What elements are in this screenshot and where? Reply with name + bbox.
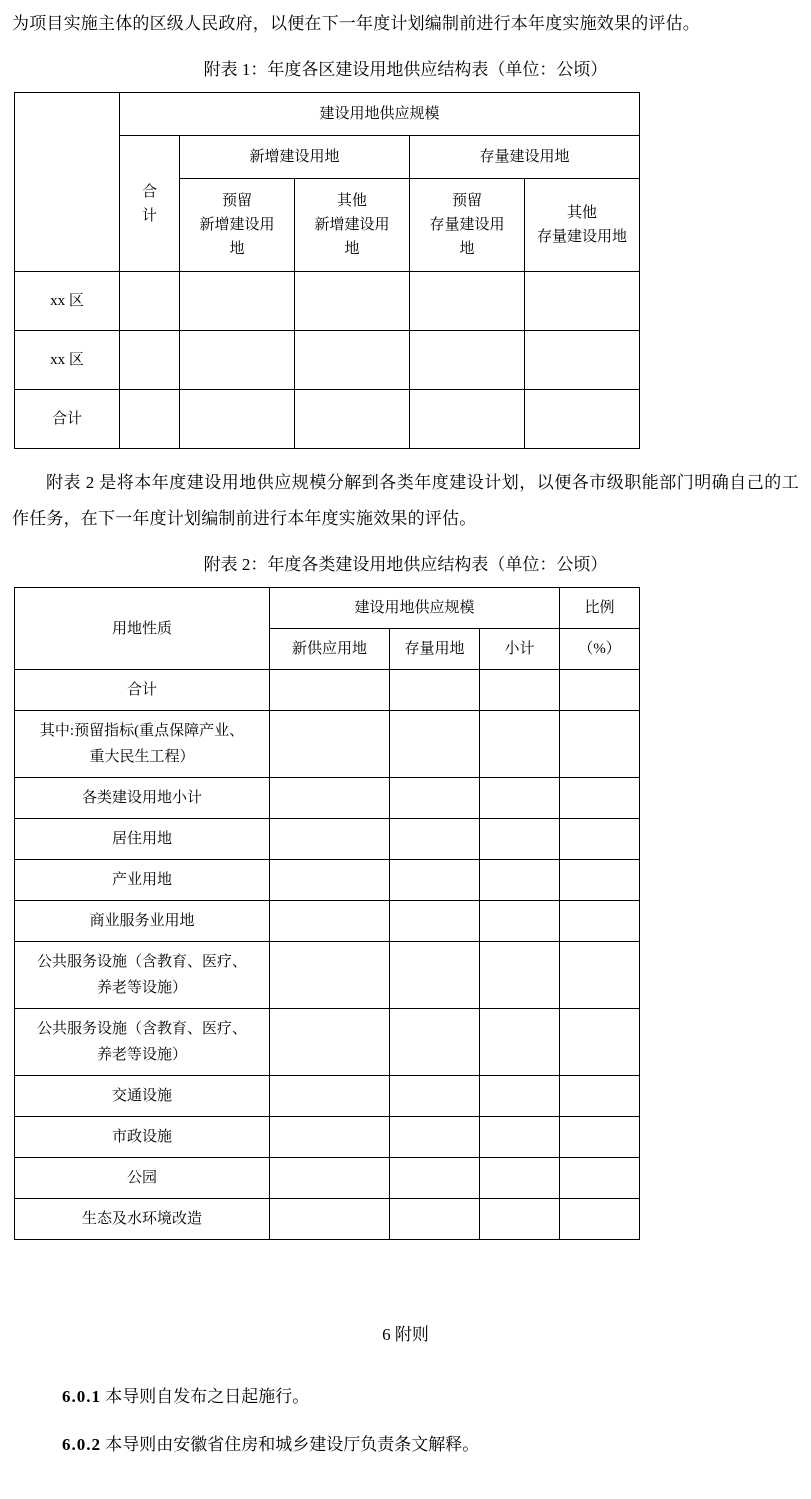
table1-cell <box>120 331 180 390</box>
table2-cell <box>390 711 480 778</box>
table2-cell <box>560 1117 640 1158</box>
table2-cell <box>560 711 640 778</box>
table2-cell <box>560 860 640 901</box>
table-row <box>15 93 640 136</box>
table2-cell <box>560 901 640 942</box>
table2-cell <box>390 1199 480 1240</box>
table2-cell <box>270 1117 390 1158</box>
sub-header-2-line1: 其他 <box>336 193 367 209</box>
table1-cell <box>410 331 525 390</box>
table2-row-label: 各类建设用地小计 <box>15 778 270 819</box>
intro-paragraph: 为项目实施主体的区级人民政府，以便在下一年度计划编制前进行本年度实施效果的评估。 <box>12 14 700 33</box>
table1-caption: 附表 1：年度各区建设用地供应结构表（单位：公顷） <box>203 60 608 79</box>
table-annex-2 <box>14 587 640 1240</box>
table2-row-label: 商业服务业用地 <box>15 901 270 942</box>
table2-col-ratio-line1: 比例 <box>560 588 640 629</box>
table1-cell <box>120 390 180 449</box>
sub-header-1-line1: 预留 <box>221 193 252 209</box>
table2-row-label <box>15 1009 270 1076</box>
table1-col-total <box>120 136 180 272</box>
table2-cell <box>480 1158 560 1199</box>
table2-cell <box>480 1199 560 1240</box>
table2-row-label: 产业用地 <box>15 860 270 901</box>
spacer <box>12 1350 799 1380</box>
table2-cell <box>480 670 560 711</box>
table2-col-nature: 用地性质 <box>15 588 270 670</box>
table-row <box>15 272 640 331</box>
table2-cell <box>560 778 640 819</box>
clause-602-number: 6.0.2 <box>62 1435 101 1454</box>
table1-cell <box>525 390 640 449</box>
table2-row-label-line2: 养老等设施） <box>96 980 187 996</box>
table1-cell <box>295 272 410 331</box>
table-row <box>15 1199 640 1240</box>
table2-cell <box>270 1076 390 1117</box>
table2-row-label: 合计 <box>15 670 270 711</box>
table-row <box>15 1076 640 1117</box>
table-row <box>15 331 640 390</box>
table1-sub-header-4 <box>525 179 640 272</box>
sub-header-1-line3: 地 <box>229 241 245 257</box>
sub-header-3-line1: 预留 <box>451 193 482 209</box>
table2-cell <box>270 942 390 1009</box>
clause-601-text: 本导则自发布之日起施行。 <box>105 1387 310 1406</box>
sub-header-1-line2: 新增建设用 <box>199 217 275 233</box>
table2-cell <box>390 670 480 711</box>
table2-cell <box>560 1009 640 1076</box>
sub-header-4-line2: 存量建设用地 <box>537 229 628 245</box>
table2-row-label-line1: 公共服务设施（含教育、医疗、 <box>36 1021 247 1037</box>
table2-row-label-line1: 其中:预留指标(重点保障产业、 <box>39 723 245 739</box>
table2-cell <box>270 711 390 778</box>
table2-cell <box>560 819 640 860</box>
table2-cell <box>390 942 480 1009</box>
table1-cell <box>410 390 525 449</box>
table2-sub-new: 新供应用地 <box>270 629 390 670</box>
table2-cell <box>480 1117 560 1158</box>
table2-row-label: 生态及水环境改造 <box>15 1199 270 1240</box>
clause-601-number: 6.0.1 <box>62 1387 101 1406</box>
table-row <box>15 1009 640 1076</box>
table2-cell <box>390 819 480 860</box>
table2-row-label: 市政设施 <box>15 1117 270 1158</box>
table1-group-stock: 存量建设用地 <box>410 136 640 179</box>
table2-cell <box>480 942 560 1009</box>
table-row <box>15 819 640 860</box>
table2-cell <box>480 860 560 901</box>
sub-header-2-line3: 地 <box>344 241 360 257</box>
table-row <box>15 778 640 819</box>
table2-cell <box>480 1009 560 1076</box>
spacer <box>12 1414 799 1428</box>
table2-col-group-scale: 建设用地供应规模 <box>270 588 560 629</box>
table-row <box>15 1117 640 1158</box>
table1-cell <box>525 331 640 390</box>
table1-row-label: xx 区 <box>15 331 120 390</box>
sub-header-3-line3: 地 <box>459 241 475 257</box>
table2-cell <box>560 1199 640 1240</box>
clause-602 <box>12 1428 799 1462</box>
table2-cell <box>480 819 560 860</box>
table1-col-total-line1: 合 <box>141 183 157 200</box>
table1-corner-cell <box>15 93 120 272</box>
table2-cell <box>560 670 640 711</box>
table-row <box>15 942 640 1009</box>
table2-caption: 附表 2：年度各类建设用地供应结构表（单位：公顷） <box>203 555 608 574</box>
table2-cell <box>560 1076 640 1117</box>
table1-sub-header-3 <box>410 179 525 272</box>
table1-sub-header-2 <box>295 179 410 272</box>
table2-cell <box>270 860 390 901</box>
table2-cell <box>390 901 480 942</box>
table1-cell <box>295 331 410 390</box>
table-row <box>15 1158 640 1199</box>
table-row <box>15 588 640 629</box>
table2-row-label: 居住用地 <box>15 819 270 860</box>
table-row <box>15 711 640 778</box>
sub-header-3-line2: 存量建设用 <box>429 217 505 233</box>
table2-cell <box>480 1076 560 1117</box>
table1-sub-header-1 <box>180 179 295 272</box>
table2-sub-subtotal: 小计 <box>480 629 560 670</box>
table-row <box>15 390 640 449</box>
sub-header-4-line1: 其他 <box>567 205 598 221</box>
table2-cell <box>390 778 480 819</box>
table2-cell <box>480 711 560 778</box>
clause-602-text: 本导则由安徽省住房和城乡建设厅负责条文解释。 <box>105 1435 480 1454</box>
table2-cell <box>390 1158 480 1199</box>
table2-cell <box>270 1009 390 1076</box>
middle-paragraph: 附表 2 是将本年度建设用地供应规模分解到各类年度建设计划，以便各市级职能部门明确自己的工作任务，在下一年度计划编制前进行本年度实施效果的评估。 <box>12 473 799 528</box>
table1-row-label: xx 区 <box>15 272 120 331</box>
table-annex-1 <box>14 92 640 449</box>
clause-601 <box>12 1380 799 1414</box>
table1-cell <box>410 272 525 331</box>
table2-cell <box>270 670 390 711</box>
table2-cell <box>270 819 390 860</box>
table1-cell <box>180 390 295 449</box>
table1-row-label: 合计 <box>15 390 120 449</box>
table2-cell <box>390 1009 480 1076</box>
table2-row-label <box>15 711 270 778</box>
spacer <box>12 1240 799 1320</box>
table1-col-total-line2: 计 <box>141 207 157 224</box>
table2-row-label-line2: 养老等设施） <box>96 1047 187 1063</box>
table1-group-new: 新增建设用地 <box>180 136 410 179</box>
table2-row-label <box>15 942 270 1009</box>
sub-header-2-line2: 新增建设用 <box>314 217 390 233</box>
table1-cell <box>525 272 640 331</box>
table2-cell <box>270 1158 390 1199</box>
table2-row-label: 交通设施 <box>15 1076 270 1117</box>
table1-cell <box>120 272 180 331</box>
table2-cell <box>560 942 640 1009</box>
table2-cell <box>480 901 560 942</box>
table2-row-label-line2: 重大民生工程） <box>89 749 195 765</box>
table2-cell <box>270 901 390 942</box>
table-row <box>15 670 640 711</box>
table2-cell <box>270 1199 390 1240</box>
table2-cell <box>390 1117 480 1158</box>
section-title-6: 6 附则 <box>382 1325 429 1344</box>
table1-cell <box>295 390 410 449</box>
table1-cell <box>180 272 295 331</box>
table2-cell <box>390 1076 480 1117</box>
table2-cell <box>560 1158 640 1199</box>
table2-sub-stock: 存量用地 <box>390 629 480 670</box>
table-row <box>15 860 640 901</box>
table2-cell <box>270 778 390 819</box>
table2-cell <box>480 778 560 819</box>
table1-cell <box>180 331 295 390</box>
table1-header-group: 建设用地供应规模 <box>120 93 640 136</box>
table2-row-label-line1: 公共服务设施（含教育、医疗、 <box>36 954 247 970</box>
table-row <box>15 901 640 942</box>
table2-cell <box>390 860 480 901</box>
spacer <box>12 449 799 465</box>
table2-col-ratio-line2: （%） <box>560 629 640 670</box>
table2-row-label: 公园 <box>15 1158 270 1199</box>
